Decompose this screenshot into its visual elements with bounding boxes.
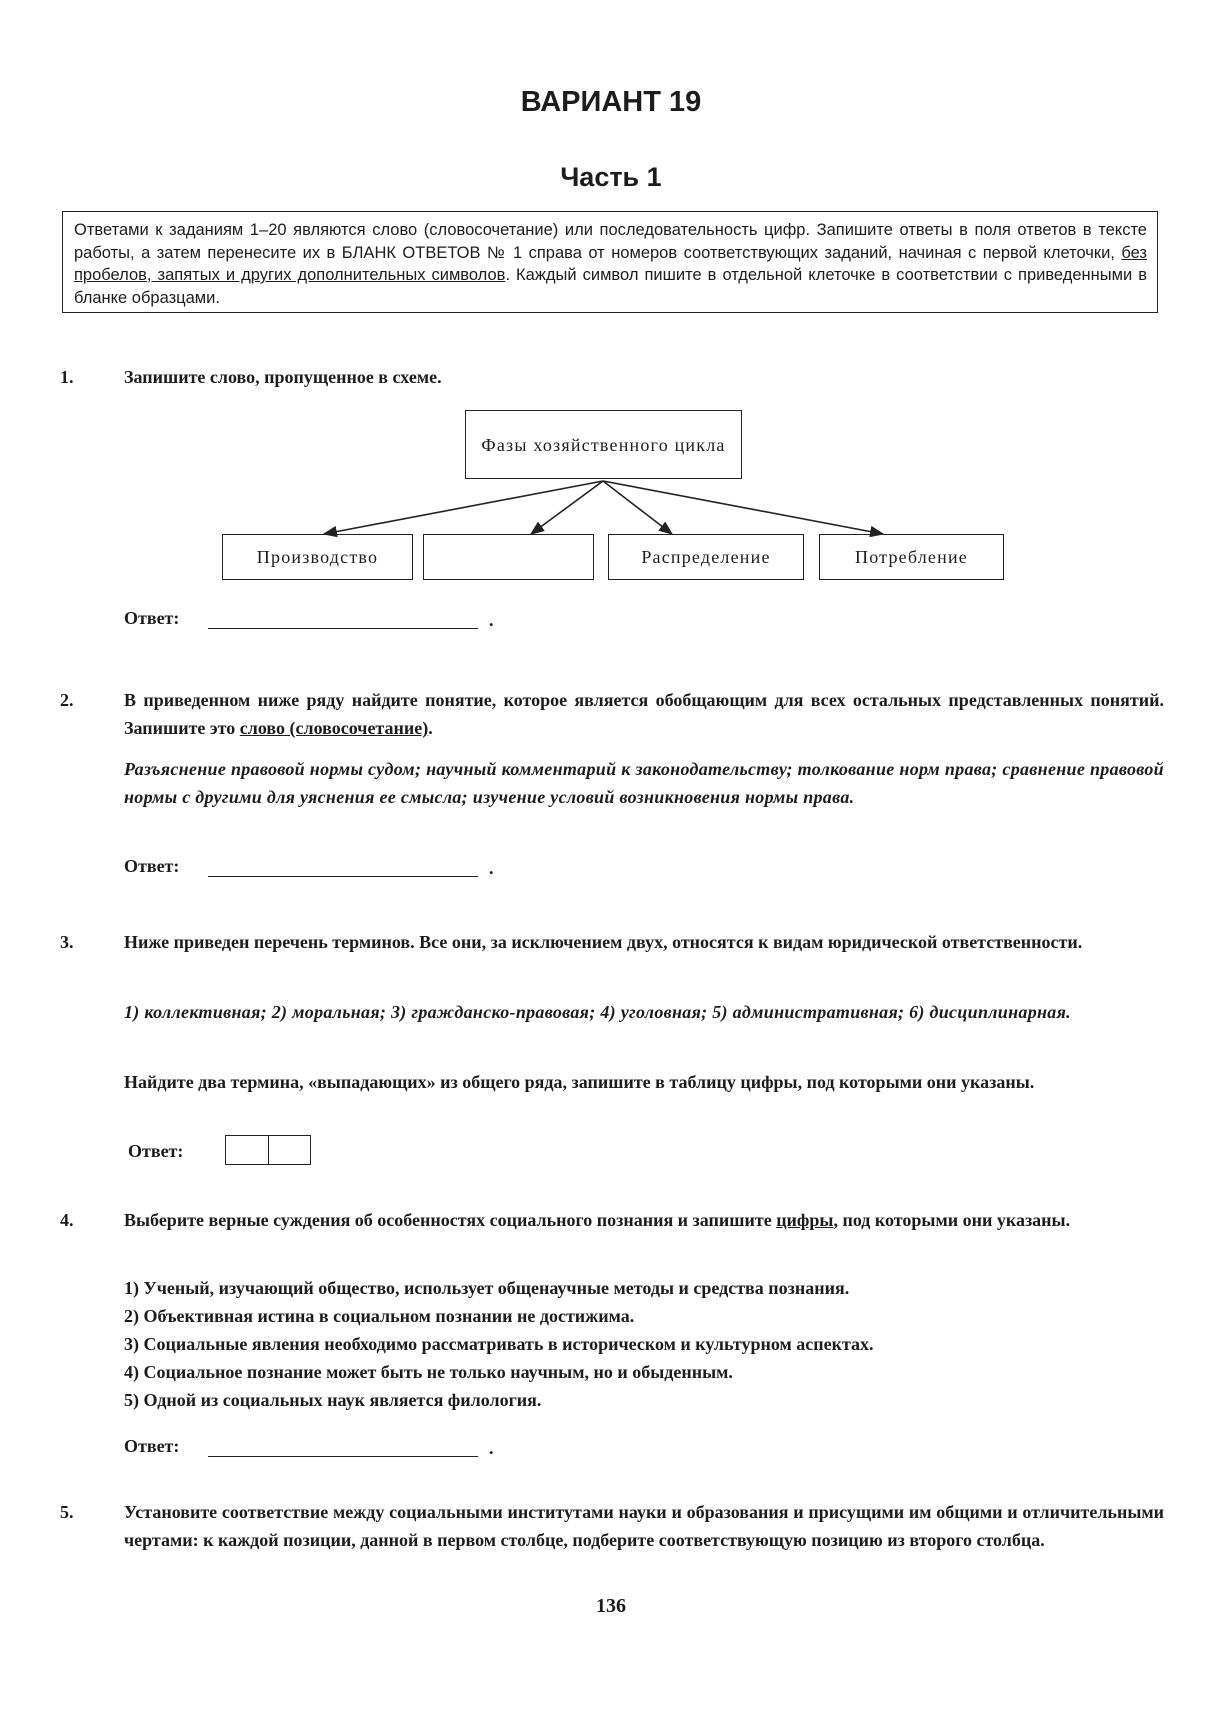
task4-option-1: 1) Ученый, изучающий общество, использует общенаучные методы и средства познания. (124, 1278, 850, 1298)
task4-prompt-text-2: , под которыми они указаны. (833, 1210, 1071, 1230)
task1-prompt: Запишите слово, пропущенное в схеме. (124, 367, 442, 387)
task2-answer-field[interactable] (208, 876, 478, 877)
task2-prompt (124, 686, 1164, 742)
task2-answer-dot: . (489, 858, 494, 878)
part-title: Часть 1 (560, 162, 662, 192)
task3-terms: 1) коллективная; 2) моральная; 3) гражданско-правовая; 4) уголовная; 5) административная; 6) дисциплинарная. (124, 1002, 1071, 1022)
task2-answer-label: Ответ: (124, 856, 180, 876)
task3-instruction: Найдите два термина, «выпадающих» из общего ряда, запишите в таблицу цифры, под которыми они указаны. (124, 1072, 1035, 1092)
task2-prompt-text-2: . (428, 718, 433, 738)
task4-prompt-text-1: Выберите верные суждения об особенностях социального познания и запишите (124, 1210, 777, 1230)
task3-prompt: Ниже приведен перечень терминов. Все они, за исключением двух, относятся к видам юридической ответственности. (124, 932, 1083, 952)
task1-answer-field[interactable] (208, 628, 478, 629)
task4-number: 4. (60, 1210, 74, 1230)
task1-answer-label: Ответ: (124, 608, 180, 628)
diagram-box-blank (423, 534, 594, 580)
task4-answer-field[interactable] (208, 1456, 478, 1457)
task4-option-4: 4) Социальное познание может быть не только научным, но и обыденным. (124, 1362, 733, 1382)
task3-answer-cell-1[interactable] (226, 1136, 269, 1164)
task5-prompt: Установите соответствие между социальными институтами науки и образования и присущими им общими и отличительными чертами: к каждой позиции, данной в первом столбце, подберите соответствующую позицию из второго столбца. (124, 1502, 1164, 1550)
diagram-label-production: Производство (256, 546, 379, 567)
variant-title: ВАРИАНТ 19 (520, 86, 702, 118)
task4-option-3: 3) Социальные явления необходимо рассматривать в историческом и культурном аспектах. (124, 1334, 874, 1354)
task3-answer-table (225, 1135, 311, 1165)
task3-answer-cell-2[interactable] (269, 1136, 311, 1164)
diagram-box-distribution (608, 534, 804, 580)
diagram-box-production (222, 534, 413, 580)
task4-option-2: 2) Объективная истина в социальном познании не достижима. (124, 1306, 635, 1326)
arrow-to-blank (531, 481, 603, 534)
instructions-text-2: . Каждый символ пишите в отдельной клеточке в соответствии с приведенными в бланке образцами. (74, 266, 1147, 307)
task2-prompt-underlined: слово (словосочетание) (239, 718, 429, 738)
arrow-to-production (324, 481, 603, 534)
instructions-underlined: без пробелов, запятых и других дополнительных символов (74, 243, 1147, 284)
task4-answer-label: Ответ: (124, 1436, 180, 1456)
task2-number: 2. (60, 690, 74, 710)
diagram-root-label: Фазы хозяйственного цикла (481, 434, 726, 455)
task4-prompt-underlined: цифры (776, 1210, 834, 1230)
diagram-label-distribution: Распределение (641, 546, 771, 567)
instructions-text-1: Ответами к заданиям 1–20 являются слово (словосочетание) или последовательность цифр. Запишите ответы в поля ответов в тексте работы, а затем перенесите их в БЛАНК ОТВЕТОВ № 1 справа от номеров соответствующих заданий, начиная с первой клеточки, (74, 221, 1147, 262)
task2-prompt-text-1: В приведенном ниже ряду найдите понятие, которое является обобщающим для всех остальных представленных понятий. Запишите это (124, 690, 1164, 738)
arrow-to-consumption (603, 481, 883, 534)
task4-prompt (124, 1206, 1164, 1234)
task1-answer-dot: . (489, 610, 494, 630)
task5-number: 5. (60, 1502, 74, 1522)
task3-number: 3. (60, 932, 74, 952)
task3-answer-label: Ответ: (128, 1141, 184, 1161)
diagram-box-consumption (819, 534, 1004, 580)
task4-option-5: 5) Одной из социальных наук является филология. (124, 1390, 542, 1410)
diagram-label-consumption: Потребление (855, 546, 968, 567)
task2-series: Разъяснение правовой нормы судом; научный комментарий к законодательству; толкование норм права; сравнение правовой нормы с другими для уяснения ее смысла; изучение условий возникновения нормы права. (124, 759, 1164, 807)
arrow-to-distribution (603, 481, 672, 534)
task4-answer-dot: . (489, 1438, 494, 1458)
diagram-arrows (0, 0, 1222, 600)
page-number: 136 (596, 1595, 626, 1617)
task1-number: 1. (60, 367, 74, 387)
